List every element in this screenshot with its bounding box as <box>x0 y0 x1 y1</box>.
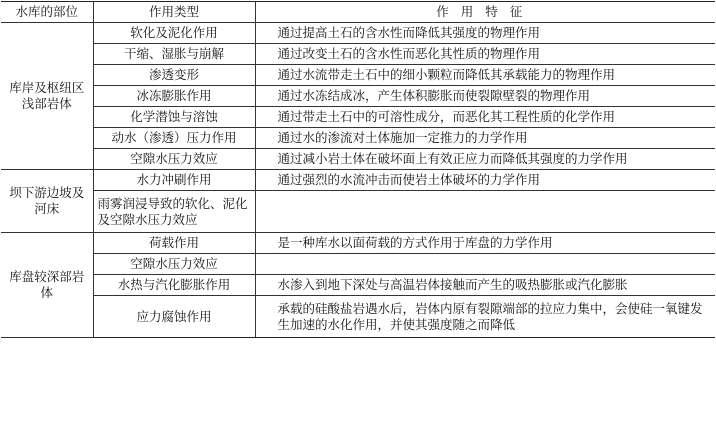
header-location: 水库的部位 <box>1 2 93 23</box>
table-header-row <box>1 2 715 23</box>
table-row <box>1 128 715 149</box>
type-cell: 水热与汽化膨胀作用 <box>93 275 255 296</box>
type-cell: 雨雾润浸导致的软化、泥化及空隙水压力效应 <box>93 191 255 233</box>
feature-cell <box>255 191 715 233</box>
table-row <box>1 44 715 65</box>
feature-cell: 通过带走土石中的可溶性成分，而恶化其工程性质的化学作用 <box>255 107 715 128</box>
type-cell: 应力腐蚀作用 <box>93 296 255 338</box>
table-row <box>1 233 715 254</box>
table-row <box>1 296 715 338</box>
type-cell: 干缩、湿胀与崩解 <box>93 44 255 65</box>
type-cell: 冰冻膨胀作用 <box>93 86 255 107</box>
feature-cell <box>255 254 715 275</box>
feature-cell: 通过水冻结成冰，产生体积膨胀而使裂隙壁裂的物理作用 <box>255 86 715 107</box>
feature-cell: 通过改变土石的含水性而恶化其性质的物理作用 <box>255 44 715 65</box>
reservoir-action-table <box>1 1 715 338</box>
header-feature: 作用特征 <box>255 2 715 23</box>
feature-cell: 承载的硅酸盐岩遇水后，岩体内原有裂隙端部的拉应力集中，会使硅一氧键发生加速的水化作用，并使其强度随之而降低 <box>255 296 715 338</box>
table-row <box>1 65 715 86</box>
type-cell: 荷载作用 <box>93 233 255 254</box>
feature-cell: 通过强烈的水流冲击而使岩土体破坏的力学作用 <box>255 170 715 191</box>
table-row <box>1 191 715 233</box>
type-cell: 空隙水压力效应 <box>93 254 255 275</box>
location-cell: 库盘较深部岩体 <box>1 233 93 338</box>
feature-cell: 水渗入到地下深处与高温岩体接触而产生的吸热膨胀或汽化膨胀 <box>255 275 715 296</box>
table-row <box>1 149 715 170</box>
feature-cell: 是一种库水以面荷载的方式作用于库盘的力学作用 <box>255 233 715 254</box>
feature-cell: 通过提高土石的含水性而降低其强度的物理作用 <box>255 23 715 44</box>
type-cell: 软化及泥化作用 <box>93 23 255 44</box>
type-cell: 水力冲刷作用 <box>93 170 255 191</box>
table-row <box>1 23 715 44</box>
location-cell: 库岸及枢纽区浅部岩体 <box>1 23 93 170</box>
location-cell: 坝下游边坡及河床 <box>1 170 93 233</box>
feature-cell: 通过水流带走土石中的细小颗粒而降低其承载能力的物理作用 <box>255 65 715 86</box>
table-row <box>1 86 715 107</box>
feature-cell: 通过减小岩土体在破坏面上有效正应力而降低其强度的力学作用 <box>255 149 715 170</box>
table-row <box>1 254 715 275</box>
type-cell: 动水（渗透）压力作用 <box>93 128 255 149</box>
table-row <box>1 170 715 191</box>
type-cell: 空隙水压力效应 <box>93 149 255 170</box>
feature-cell: 通过水的渗流对土体施加一定推力的力学作用 <box>255 128 715 149</box>
type-cell: 化学潜蚀与溶蚀 <box>93 107 255 128</box>
header-type: 作用类型 <box>93 2 255 23</box>
table-row <box>1 275 715 296</box>
table-row <box>1 107 715 128</box>
type-cell: 渗透变形 <box>93 65 255 86</box>
